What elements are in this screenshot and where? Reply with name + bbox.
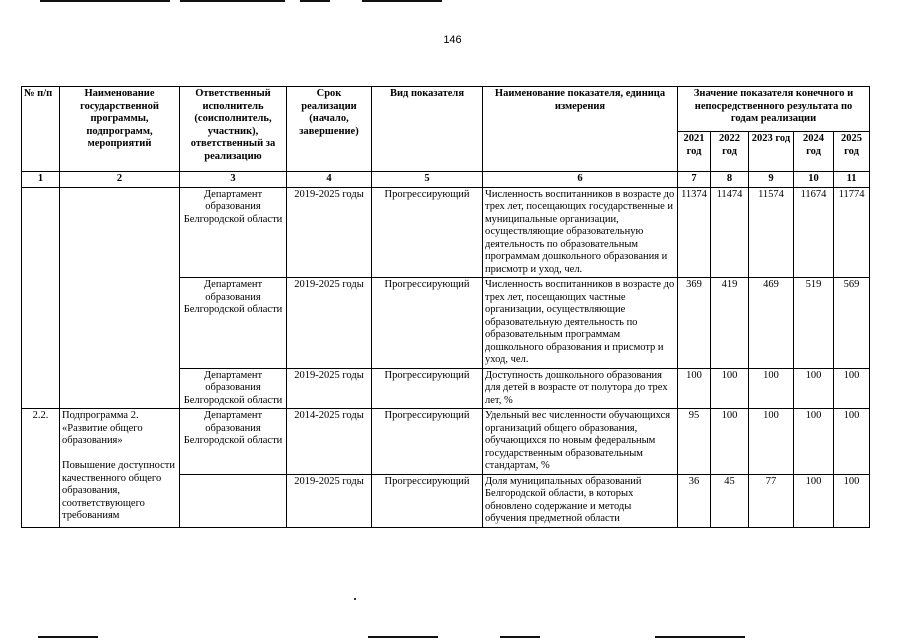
header-year: 2022 год xyxy=(711,132,749,172)
value-cell: 100 xyxy=(834,474,870,527)
row-number-cell xyxy=(22,187,60,409)
period-cell: 2019-2025 годы xyxy=(287,368,372,409)
column-number: 6 xyxy=(483,172,678,188)
responsible-cell: Департамент образования Белгородской области xyxy=(180,278,287,369)
row-number-cell: 2.2. xyxy=(22,409,60,528)
header-year: 2024 год xyxy=(794,132,834,172)
value-cell: 100 xyxy=(794,368,834,409)
indicator-kind-cell: Прогрессирующий xyxy=(372,474,483,527)
value-cell: 100 xyxy=(749,409,794,475)
header-year: 2021 год xyxy=(678,132,711,172)
header-responsible: Ответственный исполнитель (соисполнитель, участник), ответственный за реализацию xyxy=(180,87,287,172)
indicator-name-cell: Удельный вес численности обучающихся организаций общего образования, обучающихся по новым федеральным государственным образовательным стандартам, % xyxy=(483,409,678,475)
header-values-group: Значение показателя конечного и непосредственного результата по годам реализации xyxy=(678,87,870,132)
value-cell: 569 xyxy=(834,278,870,369)
value-cell: 100 xyxy=(834,409,870,475)
column-number: 2 xyxy=(60,172,180,188)
table-row xyxy=(22,409,870,475)
value-cell: 11774 xyxy=(834,187,870,278)
table-row xyxy=(22,187,870,278)
scan-speck xyxy=(354,598,356,600)
value-cell: 100 xyxy=(834,368,870,409)
program-name-cell xyxy=(60,187,180,409)
value-cell: 100 xyxy=(678,368,711,409)
column-number: 11 xyxy=(834,172,870,188)
value-cell: 100 xyxy=(711,368,749,409)
indicator-name-cell: Доступность дошкольного образования для детей в возрасте от полутора до трех лет, % xyxy=(483,368,678,409)
header-year: 2025 год xyxy=(834,132,870,172)
value-cell: 11374 xyxy=(678,187,711,278)
period-cell: 2019-2025 годы xyxy=(287,278,372,369)
scan-edge-line xyxy=(368,636,438,638)
header-program-name: Наименование государственной программы, подпрограмм, мероприятий xyxy=(60,87,180,172)
indicator-kind-cell: Прогрессирующий xyxy=(372,368,483,409)
scan-edge-line xyxy=(362,0,442,2)
value-cell: 77 xyxy=(749,474,794,527)
scan-edge-line xyxy=(500,636,540,638)
scan-edge-line xyxy=(300,0,330,2)
scan-edge-line xyxy=(180,0,285,2)
program-name-cell: Подпрограмма 2. «Развитие общего образования» Повышение доступности качественного общего образования, соответствующего требованиям xyxy=(60,409,180,528)
value-cell: 36 xyxy=(678,474,711,527)
period-cell: 2019-2025 годы xyxy=(287,187,372,278)
indicator-name-cell: Численность воспитанников в возрасте до трех лет, посещающих государственные и муниципальные организации, осуществляющие образовательную деятельность по образовательным программам дошкольного образования и присмотр и уход, чел. xyxy=(483,187,678,278)
value-cell: 519 xyxy=(794,278,834,369)
value-cell: 45 xyxy=(711,474,749,527)
indicator-name-cell: Доля муниципальных образований Белгородской области, в которых обновлено содержание и методы обучения предметной области xyxy=(483,474,678,527)
scan-edge-line xyxy=(655,636,745,638)
period-cell: 2014-2025 годы xyxy=(287,409,372,475)
responsible-cell: Департамент образования Белгородской области xyxy=(180,368,287,409)
column-number: 3 xyxy=(180,172,287,188)
indicator-kind-cell: Прогрессирующий xyxy=(372,409,483,475)
period-cell: 2019-2025 годы xyxy=(287,474,372,527)
column-number: 8 xyxy=(711,172,749,188)
value-cell: 100 xyxy=(794,409,834,475)
column-number: 4 xyxy=(287,172,372,188)
header-year: 2023 год xyxy=(749,132,794,172)
value-cell: 469 xyxy=(749,278,794,369)
indicator-name-cell: Численность воспитанников в возрасте до трех лет, посещающих частные организации, осуществляющие образовательную деятельность по образовательным программам дошкольного образования и присмотр и уход, чел. xyxy=(483,278,678,369)
indicator-kind-cell: Прогрессирующий xyxy=(372,278,483,369)
indicator-kind-cell: Прогрессирующий xyxy=(372,187,483,278)
value-cell: 369 xyxy=(678,278,711,369)
value-cell: 11474 xyxy=(711,187,749,278)
value-cell: 100 xyxy=(794,474,834,527)
value-cell: 419 xyxy=(711,278,749,369)
responsible-cell: Департамент образования Белгородской области xyxy=(180,187,287,278)
header-indicator-kind: Вид показателя xyxy=(372,87,483,172)
scan-edge-line xyxy=(38,636,98,638)
value-cell: 100 xyxy=(749,368,794,409)
column-number: 1 xyxy=(22,172,60,188)
value-cell: 11674 xyxy=(794,187,834,278)
header-indicator-name: Наименование показателя, единица измерения xyxy=(483,87,678,172)
header-row xyxy=(22,87,870,132)
scan-edge-line xyxy=(40,0,170,2)
page-number: 146 xyxy=(443,34,462,46)
value-cell: 100 xyxy=(711,409,749,475)
column-number: 5 xyxy=(372,172,483,188)
responsible-cell xyxy=(180,474,287,527)
value-cell: 95 xyxy=(678,409,711,475)
header-period: Срок реализации (начало, завершение) xyxy=(287,87,372,172)
indicators-table xyxy=(21,86,870,528)
header-number: № п/п xyxy=(22,87,60,172)
column-number: 10 xyxy=(794,172,834,188)
column-number: 7 xyxy=(678,172,711,188)
column-number: 9 xyxy=(749,172,794,188)
responsible-cell: Департамент образования Белгородской области xyxy=(180,409,287,475)
value-cell: 11574 xyxy=(749,187,794,278)
column-numbers-row xyxy=(22,172,870,188)
